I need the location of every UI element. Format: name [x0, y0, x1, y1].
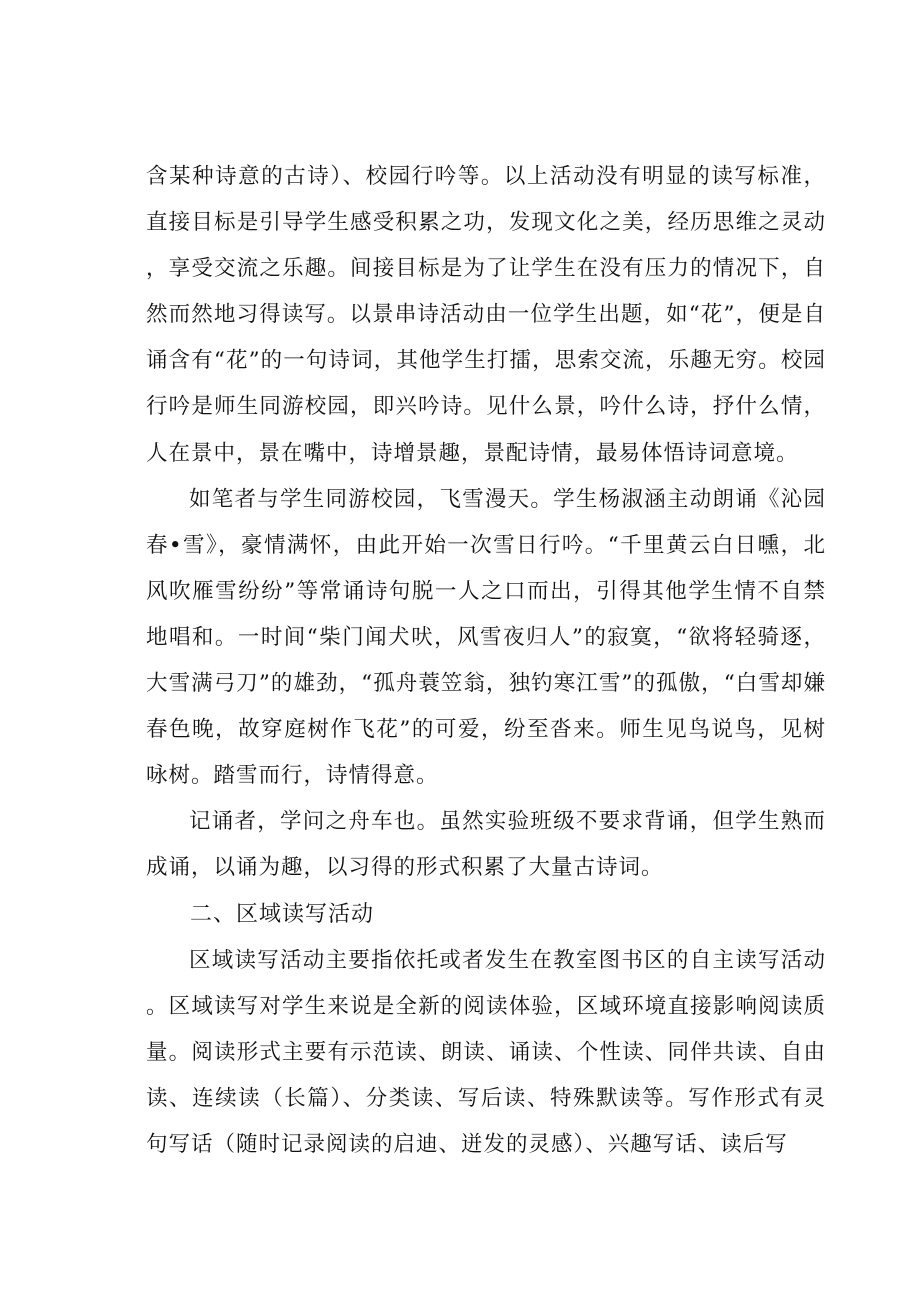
page-body	[146, 154, 826, 1168]
paragraph-memorization: 记诵者，学问之舟车也。虽然实验班级不要求背诵，但学生熟而成诵，以诵为趣，以习得的形式积累了大量古诗词。	[146, 809, 826, 881]
paragraph-regional-reading: 区域读写活动主要指依托或者发生在教室图书区的自主读写活动。区域读写对学生来说是全新的阅读体验，区域环境直接影响阅读质量。阅读形式主要有示范读、朗读、诵读、个性读、同伴共读、自由读、连续读（长篇）、分类读、写后读、特殊默读等。写作形式有灵句写话（随时记录阅读的启迪、迸发的灵感）、兴趣写话、读后写	[146, 947, 826, 1157]
paragraph-continuation: 含某种诗意的古诗）、校园行吟等。以上活动没有明显的读写标准，直接目标是引导学生感受积累之功，发现文化之美，经历思维之灵动，享受交流之乐趣。间接目标是为了让学生在没有压力的情况下，自然而然地习得读写。以景串诗活动由一位学生出题，如“花”，便是自诵含有“花”的一句诗词，其他学生打擂，思索交流，乐趣无穷。校园行吟是师生同游校园，即兴吟诗。见什么景，吟什么诗，抒什么情，人在景中，景在嘴中，诗增景趣，景配诗情，最易体悟诗词意境。	[146, 164, 826, 466]
paragraph-snow-recitation: 如笔者与学生同游校园，飞雪漫天。学生杨淑涵主动朗诵《沁园春•雪》，豪情满怀，由此开始一次雪日行吟。“千里黄云白日曛，北风吹雁雪纷纷”等常诵诗句脱一人之口而出，引得其他学生情不自禁地唱和。一时间“柴门闻犬吠，风雪夜归人”的寂寞，“欲将轻骑逐，大雪满弓刀”的雄劲，“孤舟蓑笠翁，独钓寒江雪”的孤傲，“白雪却嫌春色晚，故穿庭树作飞花”的可爱，纷至沓来。师生见鸟说鸟，见树咏树。踏雪而行，诗情得意。	[146, 486, 826, 789]
section-heading: 二、区域读写活动	[190, 901, 375, 927]
